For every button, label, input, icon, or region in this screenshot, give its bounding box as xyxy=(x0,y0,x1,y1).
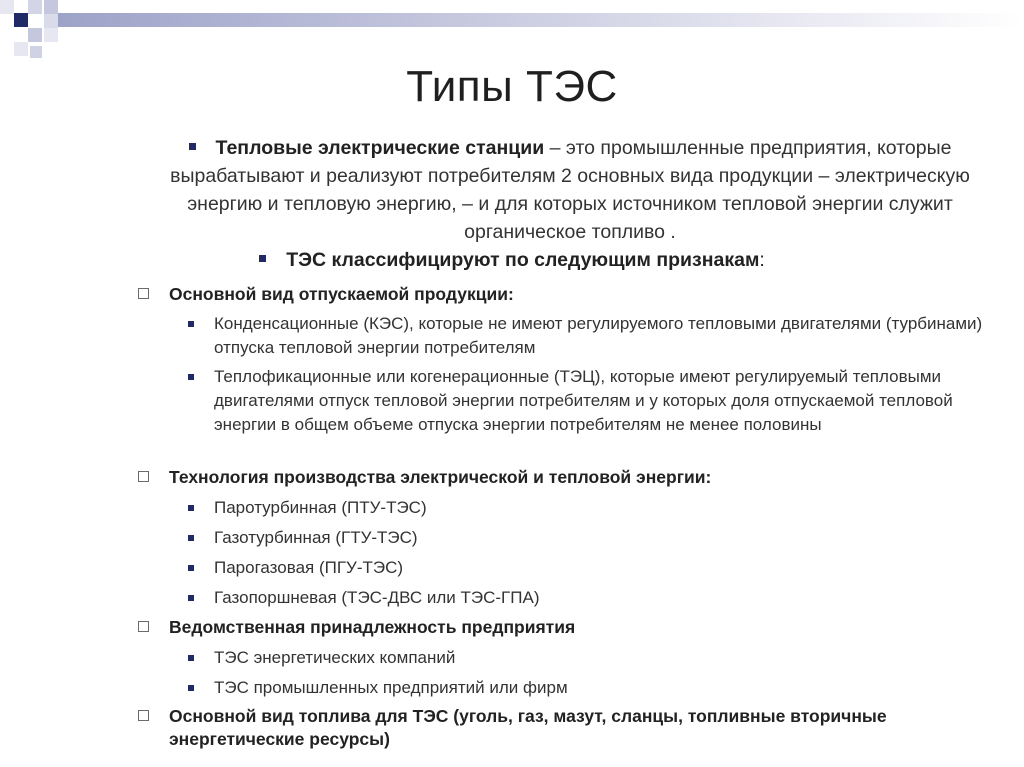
list-item-text: Конденсационные (КЭС), которые не имеют регулируемого тепловыми двигателями (турбинами) отпуска тепловой энергии потребителям xyxy=(214,314,983,357)
intro-term: Тепловые электрические станции xyxy=(215,137,545,159)
header-decoration xyxy=(0,0,1024,70)
section-heading-text: Технология производства электрической и тепловой энергии: xyxy=(169,467,712,487)
classification-heading xyxy=(0,246,1024,274)
hollow-square-bullet-icon xyxy=(138,288,149,299)
square-bullet-icon xyxy=(188,565,194,571)
intro-definition: – это промышленные предприятия, которые вырабатывают и реализуют потребителям 2 основных вида продукции – электрическую энергию и тепловую энергию, – и для которых источником тепловой энергии служит органическое топливо . xyxy=(170,137,970,243)
list-item xyxy=(188,646,998,670)
list-item-text: Парогазовая (ПГУ-ТЭС) xyxy=(214,558,404,577)
list-item-text: Газотурбинная (ГТУ-ТЭС) xyxy=(214,528,418,547)
square-bullet-icon xyxy=(188,321,194,327)
section-heading xyxy=(138,616,575,639)
list-item xyxy=(188,496,998,520)
section-heading-text: Основной вид отпускаемой продукции: xyxy=(169,284,514,304)
square-bullet-icon xyxy=(189,143,196,150)
section-heading-text: Ведомственная принадлежность предприятия xyxy=(169,617,576,637)
list-item xyxy=(188,676,998,700)
square-bullet-icon xyxy=(188,535,194,541)
classification-colon: : xyxy=(759,249,765,271)
page-title: Типы ТЭС xyxy=(406,62,618,111)
square-bullet-icon xyxy=(188,655,194,661)
hollow-square-bullet-icon xyxy=(138,710,149,721)
list-item-text: ТЭС энергетических компаний xyxy=(214,648,456,667)
section-heading xyxy=(138,705,909,751)
hollow-square-bullet-icon xyxy=(138,621,149,632)
list-item-text: ТЭС промышленных предприятий или фирм xyxy=(214,678,568,697)
list-item xyxy=(188,586,998,610)
square-bullet-icon xyxy=(259,255,266,262)
square-bullet-icon xyxy=(188,685,194,691)
list-item xyxy=(188,526,998,550)
hollow-square-bullet-icon xyxy=(138,471,149,482)
list-item xyxy=(188,365,998,437)
section-heading xyxy=(138,283,514,306)
list-item xyxy=(188,312,998,360)
square-bullet-icon xyxy=(188,374,194,380)
list-item xyxy=(188,556,998,580)
classification-text: ТЭС классифицируют по следующим признакам xyxy=(286,249,760,271)
square-bullet-icon xyxy=(188,505,194,511)
list-item-text: Теплофикационные или когенерационные (ТЭЦ), которые имеют регулируемый тепловыми двигателями отпуск тепловой энергии потребителям и у которых доля отпускаемой тепловой энергии в общем объеме отпуска энергии потребителям не менее половины xyxy=(214,367,953,434)
section-heading xyxy=(138,466,711,489)
list-item-text: Газопоршневая (ТЭС-ДВС или ТЭС-ГПА) xyxy=(214,588,540,607)
section-heading-text: Основной вид топлива для ТЭС (уголь, газ, мазут, сланцы, топливные вторичные энергетические ресурсы) xyxy=(169,706,887,749)
intro-paragraph xyxy=(150,134,990,246)
list-item-text: Паротурбинная (ПТУ-ТЭС) xyxy=(214,498,427,517)
square-bullet-icon xyxy=(188,595,194,601)
